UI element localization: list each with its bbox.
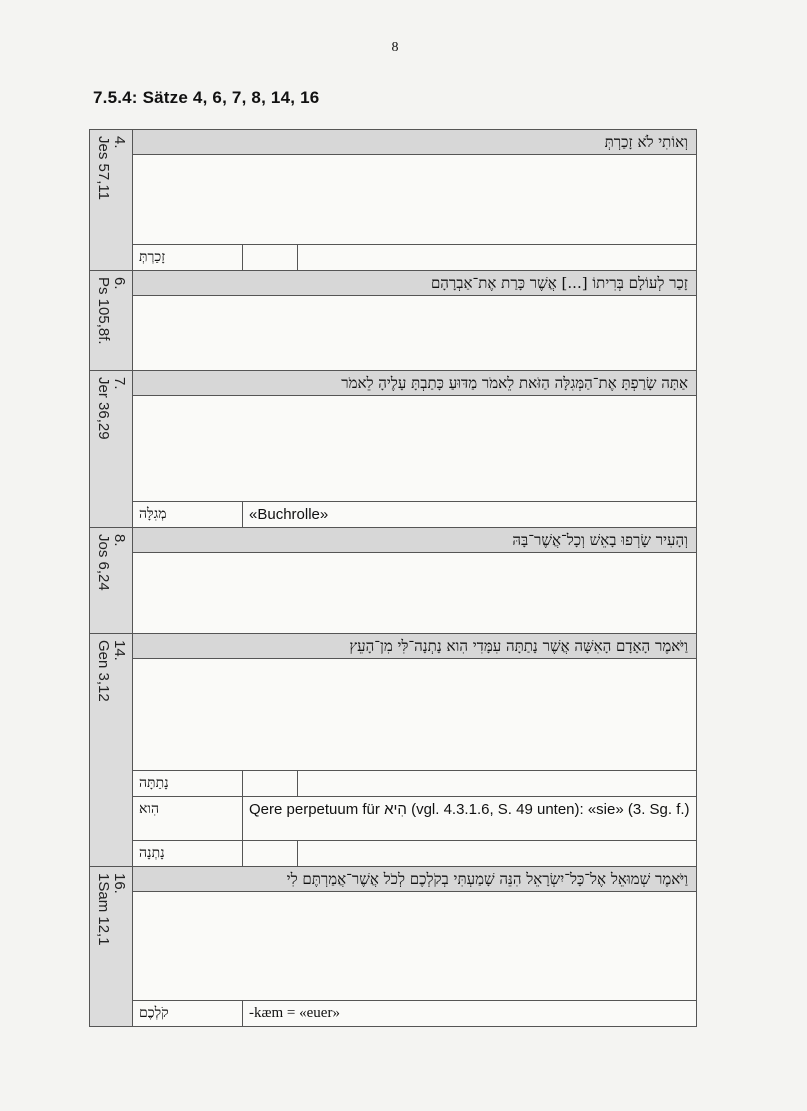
translation-area	[133, 296, 696, 370]
vocab-note	[133, 244, 696, 270]
vocab-gloss: Qere perpetuum für הִיא (vgl. 4.3.1.6, S. 49 unten): «sie» (3. Sg. f.)	[249, 801, 690, 818]
translation-area	[133, 659, 696, 770]
verse-reference: 6. Ps 105,8f.	[95, 277, 128, 345]
exercise-block-7	[90, 371, 696, 528]
translation-area	[133, 155, 696, 244]
vocab-note	[133, 796, 696, 840]
vocab-gloss: -kæm = «euer»	[249, 1005, 340, 1021]
vocab-gloss	[298, 771, 696, 796]
vocab-note	[133, 501, 696, 527]
hebrew-sentence: וְהָעִיר שָׂרְפוּ בָאֵשׁ וְכָל־אֲשֶׁר־בָּהּ	[133, 528, 696, 553]
translation-area	[133, 396, 696, 501]
reference-column	[90, 528, 133, 633]
vocab-note	[133, 840, 696, 866]
verse-reference: 14. Gen 3,12	[95, 640, 128, 702]
vocab-gloss: «Buchrolle»	[249, 506, 329, 523]
vocab-gloss	[298, 841, 696, 866]
exercise-block-6	[90, 271, 696, 371]
verse-reference: 16. 1Sam 12,1	[95, 873, 128, 946]
vocab-term: קֹלְכֶם	[133, 1001, 243, 1026]
vocab-note	[133, 1000, 696, 1026]
vocab-blank-cell	[243, 245, 298, 270]
hebrew-sentence: וַיֹּאמֶר הָאָדָם הָאִשָּׁה אֲשֶׁר נָתַתָּה עִמָּדִי הִוא נָתְנָה־לִּי מִן־הָעֵץ	[133, 634, 696, 659]
vocab-note	[133, 770, 696, 796]
hebrew-sentence: אַתָּה שָׂרַפְתָּ אֶת־הַמְּגִלָּה הַזֹּאת לֵאמֹר מַדּוּעַ כָּתַבְתָּ עָלֶיהָ לֵאמֹר	[133, 371, 696, 396]
exercise-block-8	[90, 528, 696, 634]
vocab-term: זָכַרְתְּ	[133, 245, 243, 270]
reference-column	[90, 371, 133, 527]
hebrew-sentence: וַיֹּאמֶר שְׁמוּאֵל אֶל־כָּל־יִשְׂרָאֵל הִנֵּה שָׁמַעְתִּי בְקֹלְכֶם לְכֹל אֲשֶׁר־אֲמַרְתֶּם לִי	[133, 867, 696, 892]
exercise-block-4	[90, 130, 696, 271]
exercise-block-14	[90, 634, 696, 867]
vocab-term: הִוא	[133, 797, 243, 840]
vocab-blank-cell	[243, 841, 298, 866]
page-number: 8	[391, 40, 399, 55]
section-title: 7.5.4: Sätze 4, 6, 7, 8, 14, 16	[93, 88, 320, 107]
hebrew-sentence: וְאוֹתִי לֹא זָכַרְתְּ	[133, 130, 696, 155]
verse-reference: 8. Jos 6,24	[95, 534, 128, 591]
vocab-blank-cell	[243, 771, 298, 796]
verse-reference: 4. Jes 57,11	[95, 136, 128, 200]
translation-area	[133, 892, 696, 1000]
hebrew-sentence: זָכַר לְעוֹלָם בְּרִיתוֹ [...] אֲשֶׁר כָּרַת אֶת־אַבְרָהָם	[133, 271, 696, 296]
verse-reference: 7. Jer 36,29	[95, 377, 128, 440]
reference-column	[90, 634, 133, 866]
translation-area	[133, 553, 696, 633]
reference-column	[90, 130, 133, 270]
vocab-term: מְגִלָּה	[133, 502, 243, 527]
reference-column	[90, 271, 133, 370]
reference-column	[90, 867, 133, 1026]
vocab-gloss	[298, 245, 696, 270]
vocab-term: נָתְנָה	[133, 841, 243, 866]
exercise-table	[89, 129, 697, 1027]
vocab-term: נָתַתָּה	[133, 771, 243, 796]
exercise-block-16	[90, 867, 696, 1026]
